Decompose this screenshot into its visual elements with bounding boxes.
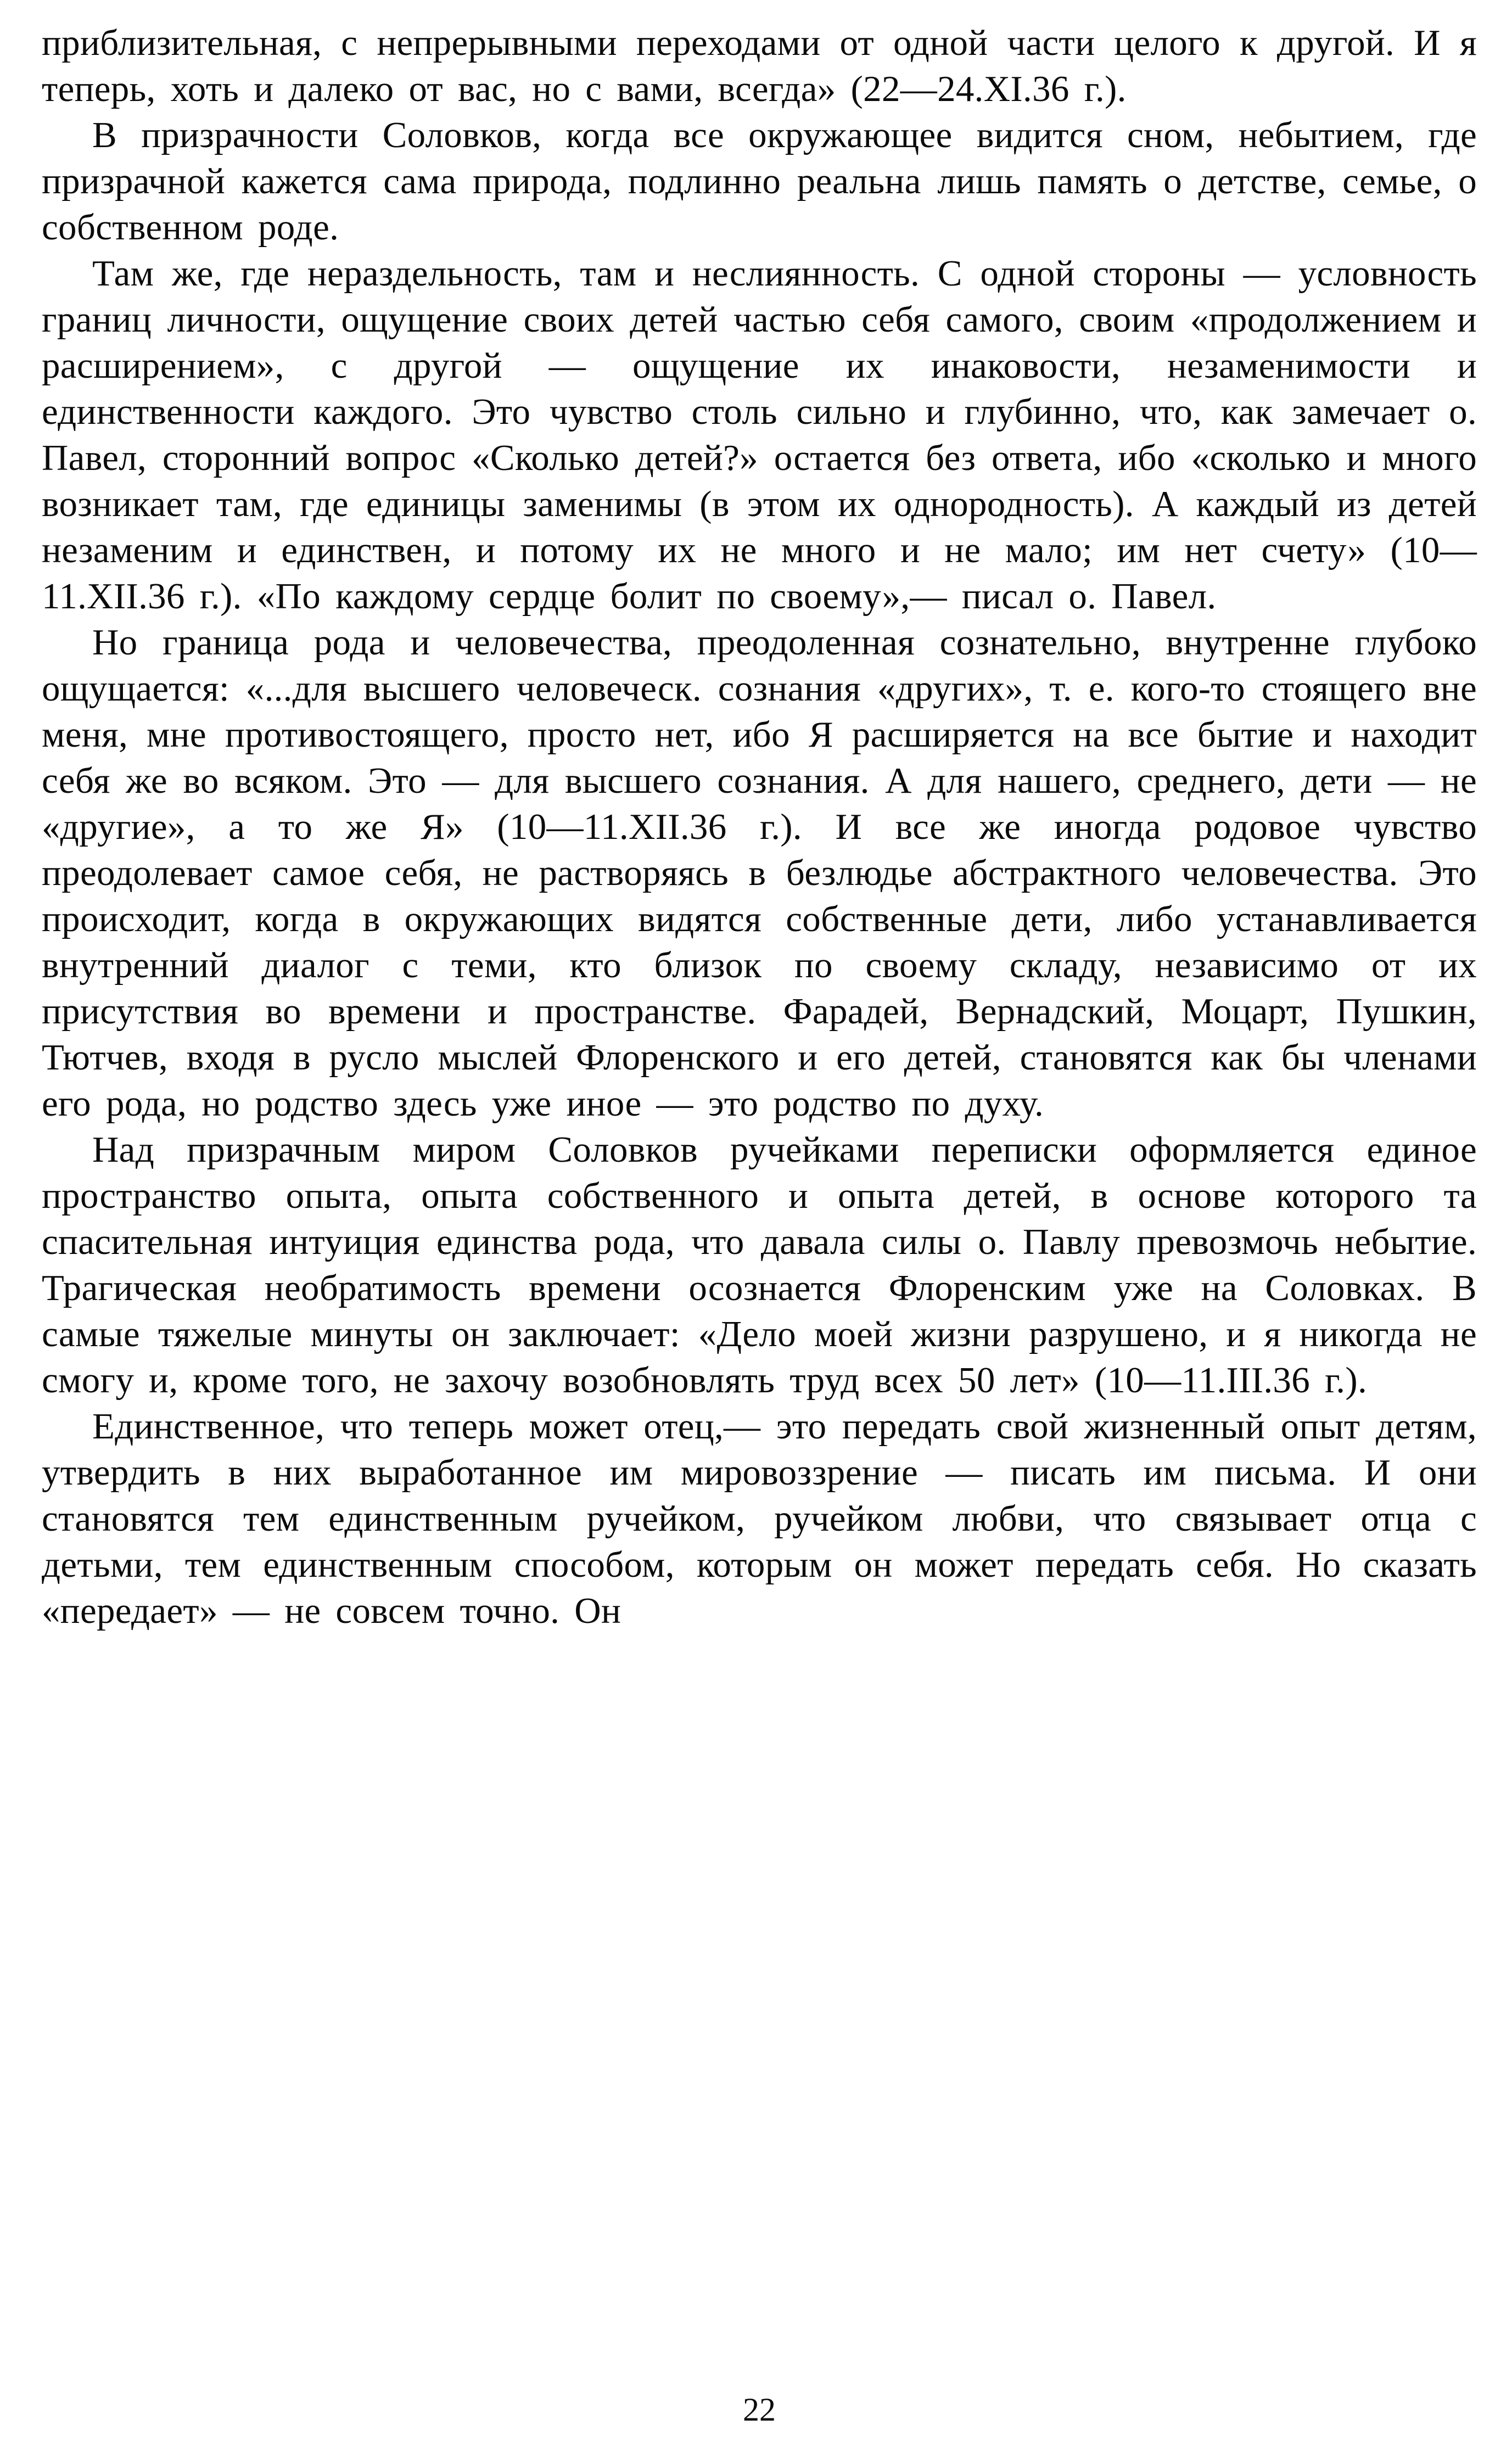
paragraph: Единственное, что теперь может отец,— это передать свой жизненный опыт детям, утвердить в них выработанное им мировоззрение — писать им письма. И они становятся тем единственным ручейком, ручейком любви, что связывает отца с детьми, тем единственным способом, которым он может передать себя. Но сказать «передает» — не совсем точно. Он xyxy=(42,1406,1477,1631)
page-number: 22 xyxy=(743,2392,776,2428)
paragraph: Над призрачным миром Соловков ручейками переписки оформляется единое пространство опыта, опыта собственного и опыта детей, в основе которого та спасительная интуиция единства рода, что давала силы о. Павлу превозмочь небытие. Трагическая необратимость времени осознается Флоренским уже на Соловках. В самые тяжелые минуты он заключает: «Дело моей жизни разрушено, и я никогда не смогу и, кроме того, не захочу возобновлять труд всех 50 лет» (10—11.III.36 г.). xyxy=(42,1129,1477,1401)
paragraph: Но граница рода и человечества, преодоленная сознательно, внутренне глубоко ощущается: «...для высшего человеческ. сознания «других», т. е. кого-то стоящего вне меня, мне противостоящего, просто нет, ибо Я расширяется на все бытие и находит себя же во всяком. Это — для высшего сознания. А для нашего, среднего, дети — не «другие», а то же Я» (10—11.XII.36 г.). И все же иногда родовое чувство преодолевает самое себя, не растворяясь в безлюдье абстрактного человечества. Это происходит, когда в окружающих видятся собственные дети, либо устанавливается внутренний диалог с теми, кто близок по своему складу, независимо от их присутствия во времени и пространстве. Фарадей, Вернадский, Моцарт, Пушкин, Тютчев, входя в русло мыслей Флоренского и его детей, становятся как бы членами его рода, но родство здесь уже иное — это родство по духу. xyxy=(42,622,1477,1124)
paragraph: В призрачности Соловков, когда все окружающее видится сном, небытием, где призрачной кажется сама природа, подлинно реальна лишь память о детстве, семье, о собственном роде. xyxy=(42,115,1477,248)
text-block xyxy=(42,20,1477,2381)
paragraph: Там же, где нераздельность, там и неслиянность. С одной стороны — условность границ личности, ощущение своих детей частью себя самого, своим «продолжением и расширением», с другой — ощущение их инаковости, незаменимости и единственности каждого. Это чувство столь сильно и глубинно, что, как замечает о. Павел, сторонний вопрос «Сколько детей?» остается без ответа, ибо «сколько и много возникает там, где единицы заменимы (в этом их однородность). А каждый из детей незаменим и единствен, и потому их не много и не мало; им нет счету» (10—11.XII.36 г.). «По каждому сердце болит по своему»,— писал о. Павел. xyxy=(42,253,1477,617)
paragraph-continuation: приблизительная, с непрерывными переходами от одной части целого к другой. И я теперь, хоть и далеко от вас, но с вами, всегда» (22—24.XI.36 г.). xyxy=(42,23,1477,109)
